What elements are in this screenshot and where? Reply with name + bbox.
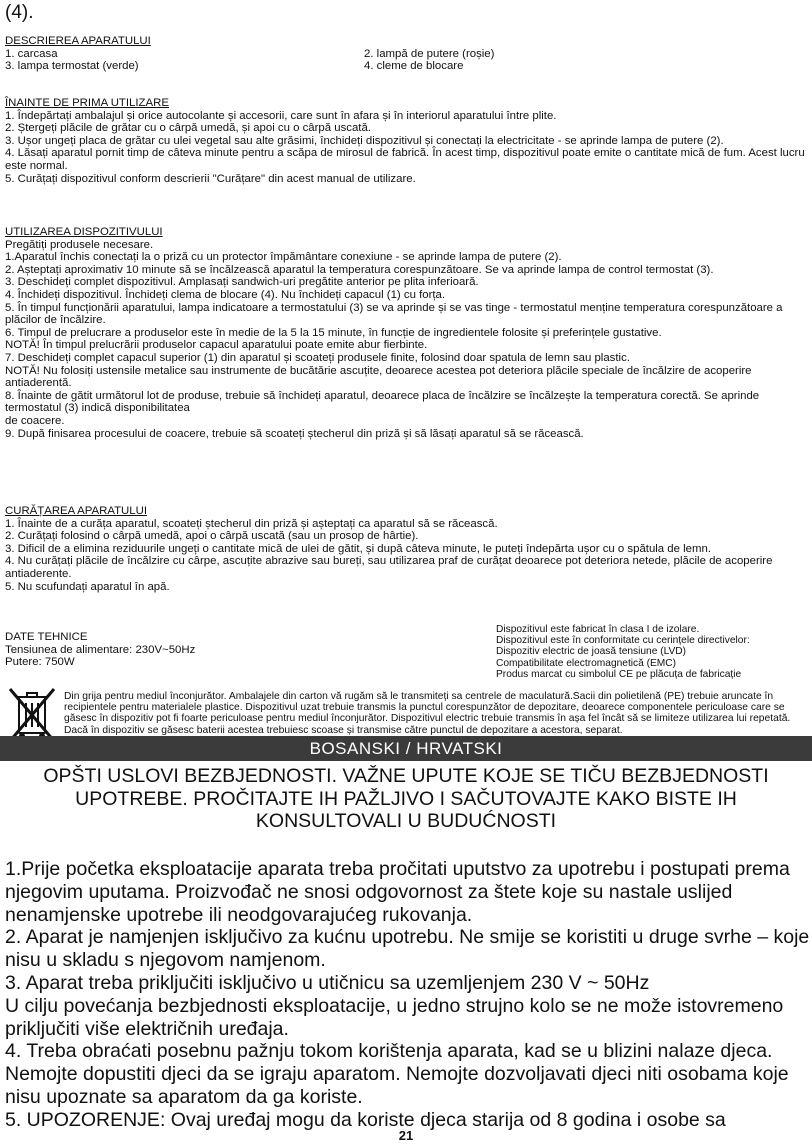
compliance-line: Dispozitivul este în conformitate cu cerințele directivelor:: [496, 635, 750, 647]
paragraph: 2. Așteptați aproximativ 10 minute să se încălzească aparatul la temperatura corespunzătoare. Se va aprinde lampa de control termostat (3).: [5, 263, 714, 276]
paragraph: 1. Înainte de a curăța aparatul, scoateți ștecherul din priză și așteptați ca aparatul să se răcească.: [5, 517, 498, 530]
title-line: KONSULTOVALI U BUDUĆNOSTI: [255, 810, 557, 832]
environment-notice: Din grija pentru mediul înconjurător. Ambalajele din carton vă rugăm să le transmiteți sa centrele de maculatură.Sacii din polietilenă (PE) trebuie aruncate în recipientele pentru materialele plastice. Dispozitivul uzat trebuie transmis la punctul corespunzător de depozitare, deoarece componentele periculoase care se găsesc în dispozitiv pot fi foarte periculoase pentru mediul înconjurător. Dispozitivul electric trebuie transmis în așa fel încât să se limiteze utilizarea lui repetată. Dacă în dispozitiv se găsesc baterii acestea trebuiesc scoase și transmise către punctul de depozitare a acestora, separat.: [64, 691, 791, 736]
spec-line: Tensiunea de alimentare: 230V~50Hz: [5, 643, 196, 656]
paragraph: 5. Curățați dispozitivul conform descrierii "Curățare" din acest manual de utilizare.: [5, 172, 416, 185]
paragraph: 3. Aparat treba priključiti isključivo u utičnicu sa uzemljenjem 230 V ~ 50Hz: [5, 971, 650, 994]
paragraph: 5. UPOZORENJE: Ovaj uređaj mogu da koriste djeca starija od 8 godina i osobe sa: [5, 1108, 726, 1131]
section-heading: ÎNAINTE DE PRIMA UTILIZARE: [5, 97, 169, 109]
section-usage: [5, 226, 807, 440]
paragraph: 2. Curățați folosind o cârpă umedă, apoi o cârpă uscată (sau un prosop de hârtie).: [5, 530, 419, 543]
paragraph: 7. Deschideți complet capacul superior (1) din aparatul și scoateți produsele finite, folosind doar spatula de lemn sau plastic.: [5, 351, 630, 364]
compliance-block: [496, 624, 808, 680]
paragraph: 9. După finisarea procesului de coacere, trebuie să scoateți ștecherul din priză și să lăsați aparatul să se răcească.: [5, 427, 584, 440]
continued-fragment: (4).: [5, 2, 34, 23]
paragraph: 1.Prije početka eksploatacije aparata treba pročitati uputstvo za upotrebu i postupati prema njegovim uputama. Proizvođač ne snosi odgovornost za štete koje su nastale uslijed nenamjenske upotrebe ili neodgovarajućeg rukovanja.: [5, 858, 790, 926]
paragraph: 8. Înainte de gătit următorul lot de produse, trebuie să închideți aparatul, deoarece placa de încălzire se încălzește la temperatura corectă. Se aprinde termostatul (3) indică disponibilitatea: [5, 389, 760, 415]
part-item: 3. lampa termostat (verde): [5, 60, 139, 73]
title-line: OPŠTI USLOVI BEZBJEDNOSTI. VAŽNE UPUTE KOJE SE TIČU BEZBJEDNOSTI: [43, 765, 769, 787]
section-description: [5, 35, 807, 73]
compliance-line: Compatibilitate electromagnetică (EMC): [496, 657, 677, 669]
paragraph: 4. Închideți dispozitivul. Închideți clema de blocare (4). Nu închideți capacul (1) cu forța.: [5, 288, 446, 301]
parts-list: [5, 48, 807, 73]
paragraph: NOTĂ! În timpul prelucrării produselor capacul aparatului poate emite abur fierbinte.: [5, 339, 428, 352]
paragraph: 3. Ușor ungeți placa de grătar cu ulei vegetal sau alte grăsimi, închideți dispozitivul și conectați la electricitate - se aprinde lampa de putere (2).: [5, 134, 724, 147]
section-heading: UTILIZAREA DISPOZITIVULUI: [5, 226, 163, 238]
part-item: 2. lampă de putere (roșie): [364, 47, 495, 60]
page-number: 21: [398, 1128, 414, 1143]
paragraph: 4. Treba obraćati posebnu pažnju tokom korištenja aparata, kad se u blizini nalaze djeca. Nemojte dopustiti djeci da se igraju aparatom. Nemojte dozvoljavati djeci niti osobama koje nisu upoznate sa aparatom da ga koriste.: [5, 1040, 789, 1108]
part-item: 4. cleme de blocare: [364, 60, 464, 73]
paragraph: 6. Timpul de prelucrare a produselor este în medie de la 5 la 15 minute, în funcție de ingredientele folosite și preferințele gustative.: [5, 326, 662, 339]
paragraph: 1.Aparatul închis conectați la o priză cu un protector împământare conexiune - se aprinde lampa de putere (2).: [5, 251, 562, 264]
safety-body: [5, 858, 810, 1132]
paragraph: 5. În timpul funcționării aparatului, lampa indicatoare a termostatului (3) se va aprinde și se vas tinge - termostatul menține temperatura corespunzătoare a plăcilor de încălzire.: [5, 301, 783, 327]
paragraph: 3. Deschideți complet dispozitivul. Amplasați sandwich-uri pregătite anterior pe plita inferioară.: [5, 276, 479, 289]
paragraph: 2. Ștergeți plăcile de grătar cu o cârpă umedă, și apoi cu o cârpă uscată.: [5, 122, 371, 135]
paragraph: NOTĂ! Nu folosiți ustensile metalice sau instrumente de bucătărie ascuțite, deoarece acestea pot deteriora plăcile speciale de încălzire de acoperire antiaderentă.: [5, 364, 752, 390]
compliance-line: Dispozitiv electric de joasă tensiune (LVD): [496, 646, 687, 658]
paragraph: 1. Îndepărtați ambalajul și orice autocolante și accesorii, care sunt în afara și în interiorul aparatului între plite.: [5, 109, 557, 122]
paragraph: 5. Nu scufundați aparatul în apă.: [5, 580, 170, 593]
paragraph: 3. Dificil de a elimina reziduurile ungeți o cantitate mică de ulei de gătit, și după câteva minute, le puteți îndepărta ușor cu o spătula de lemn.: [5, 542, 711, 555]
title-line: UPOTREBE. PROČITAJTE IH PAŽLJIVO I SAČUTOVAJTE KAKO BISTE IH: [75, 787, 737, 810]
paragraph: 4. Lăsați aparatul pornit timp de câteva minute pentru a scăpa de mirosul de fabrică. În acest timp, dispozitivul poate emite o cantitate mică de fum. Acest lucru este normal.: [5, 147, 805, 172]
paragraph: de coacere.: [5, 414, 65, 427]
section-heading: DESCRIEREA APARATULUI: [5, 35, 151, 47]
paragraph: Pregătiți produsele necesare.: [5, 238, 154, 251]
compliance-line: Dispozitivul este fabricat în clasa I de izolare.: [496, 624, 700, 635]
language-banner: BOSANSKI / HRVATSKI: [0, 736, 812, 761]
compliance-line: Produs marcat cu simbolul CE pe plăcuța de fabricație: [496, 668, 742, 680]
section-technical-data: [5, 631, 485, 669]
section-heading: DATE TEHNICE: [5, 631, 88, 643]
section-before-first-use: [5, 97, 807, 185]
section-cleaning: [5, 505, 807, 593]
paragraph: 2. Aparat je namjenjen isključivo za kućnu upotrebu. Ne smije se koristiti u druge svrhe – koje nisu u skladu s njegovom namjenom.: [5, 926, 810, 972]
part-item: 1. carcasa: [5, 47, 58, 60]
paragraph: 4. Nu curățați plăcile de încălzire cu cârpe, ascuțite abrazive sau bureți, sau utilizarea praf de curățat deoarece pot deteriora netede, plăcile de acoperire antiaderente.: [5, 555, 773, 580]
paragraph: U cilju povećanja bezbjednosti eksploatacije, u jedno strujno kolo se ne može istovremeno priključiti više električnih uređaja.: [5, 994, 784, 1040]
safety-title: [20, 765, 792, 833]
section-heading: CURĂȚAREA APARATULUI: [5, 505, 147, 517]
spec-line: Putere: 750W: [5, 656, 75, 669]
